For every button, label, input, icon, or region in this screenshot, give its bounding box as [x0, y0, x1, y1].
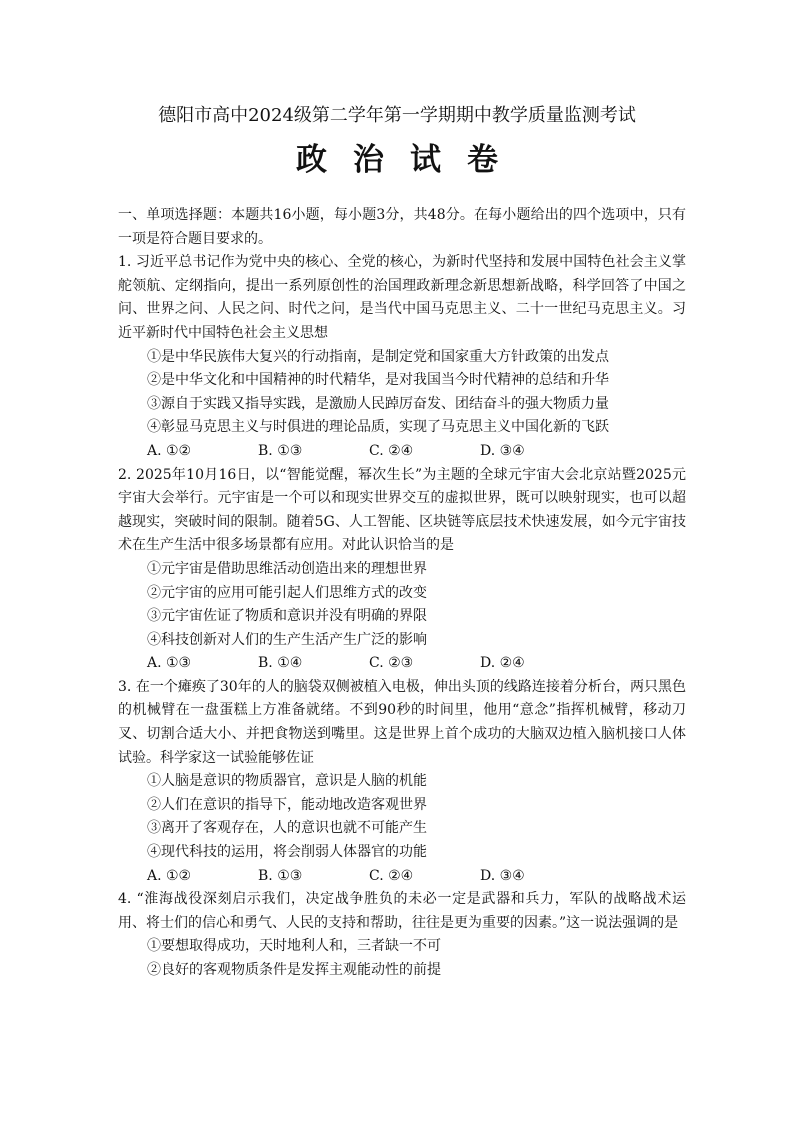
question-option: ③元宇宙佐证了物质和意识并没有明确的界限 [147, 608, 427, 625]
answer-choice-c: C. ②④ [369, 867, 414, 884]
question-option: ①人脑是意识的物质器官，意识是人脑的机能 [147, 773, 427, 790]
question-stem: 3. 在一个瘫痪了30年的人的脑袋双侧被植入电极，伸出头顶的线路连接着分析台，两只黑色的机械臂在一盘蛋糕上方准备就绪。不到90秒的时间里，他用“意念”指挥机械臂，移动刀叉、切割合适大小、并把食物送到嘴里。这是世界上首个成功的大脑双边植入脑机接口人体试验。科学家这一试验能够佐证 [118, 678, 686, 766]
question-option: ②人们在意识的指导下，能动地改造客观世界 [147, 796, 427, 813]
answer-choice-b: B. ①④ [258, 655, 303, 672]
question-option: ③离开了客观存在，人的意识也就不可能产生 [147, 820, 427, 837]
question-1 [118, 251, 686, 463]
exam-content [118, 204, 686, 983]
question-option: ①要想取得成功，天时地利人和，三者缺一不可 [147, 938, 441, 955]
question-option: ③源自于实践又指导实践，是激励人民踔厉奋发、团结奋斗的强大物质力量 [147, 395, 609, 412]
question-option: ④科技创新对人们的生产生活产生广泛的影响 [147, 631, 427, 648]
section-instruction: 一、单项选择题：本题共16小题，每小题3分，共48分。在每小题给出的四个选项中，只有一项是符合题目要求的。 [118, 207, 686, 247]
answer-choice-b: B. ①③ [258, 867, 303, 884]
answer-choice-b: B. ①③ [258, 442, 303, 459]
answer-choices [118, 865, 686, 889]
question-option: ②良好的客观物质条件是发挥主观能动性的前提 [147, 962, 441, 978]
answer-choice-c: C. ②③ [369, 655, 414, 672]
answer-choices [118, 440, 686, 464]
question-option: ①是中华民族伟大复兴的行动指南，是制定党和国家重大方针政策的出发点 [147, 348, 609, 365]
question-option: ④现代科技的运用，将会削弱人体器官的功能 [147, 844, 427, 861]
exam-title: 德阳市高中2024级第二学年第一学期期中教学质量监测考试 [158, 105, 636, 126]
question-stem: 4. “淮海战役深刻启示我们，决定战争胜负的未必一定是武器和兵力，军队的战略战术运用、将士们的信心和勇气、人民的支持和帮助，往往是更为重要的因素。”这一说法强调的是 [118, 891, 686, 931]
question-option: ①元宇宙是借助思维活动创造出来的理想世界 [147, 560, 427, 577]
answer-choice-a: A. ①③ [147, 655, 192, 672]
question-stem: 1. 习近平总书记作为党中央的核心、全党的核心，为新时代坚持和发展中国特色社会主义掌舵领航、定纲指向，提出一系列原创性的治国理政新理念新思想新战略，科学回答了中国之问、世界之问、人民之问、时代之问，是当代中国马克思主义、二十一世纪马克思主义。习近平新时代中国特色社会主义思想 [118, 254, 686, 341]
answer-choice-a: A. ①② [147, 442, 192, 459]
question-2 [118, 464, 686, 676]
answer-choice-c: C. ②④ [369, 442, 414, 459]
question-stem: 2. 2025年10月16日，以“智能觉醒，幂次生长”为主题的全球元宇宙大会北京站暨2025元宇宙大会举行。元宇宙是一个可以和现实世界交互的虚拟世界，既可以映射现实，也可以超越现实，突破时间的限制。随着5G、人工智能、区块链等底层技术快速发展，如今元宇宙技术在生产生活中很多场景都有应用。对此认识恰当的是 [118, 466, 686, 554]
answer-choice-d: D. ③④ [480, 442, 525, 459]
question-option: ②元宇宙的应用可能引起人们思维方式的改变 [147, 584, 427, 601]
answer-choices [118, 652, 686, 676]
question-option: ④彰显马克思主义与时俱进的理论品质，实现了马克思主义中国化新的飞跃 [147, 419, 609, 436]
question-3 [118, 676, 686, 888]
question-option: ②是中华文化和中国精神的时代精华，是对我国当今时代精神的总结和升华 [147, 372, 609, 389]
subject-title: 政治试卷 [296, 142, 524, 178]
answer-choice-d: D. ③④ [480, 867, 525, 884]
question-4 [118, 888, 686, 982]
answer-choice-d: D. ②④ [480, 655, 525, 672]
answer-choice-a: A. ①② [147, 867, 192, 884]
